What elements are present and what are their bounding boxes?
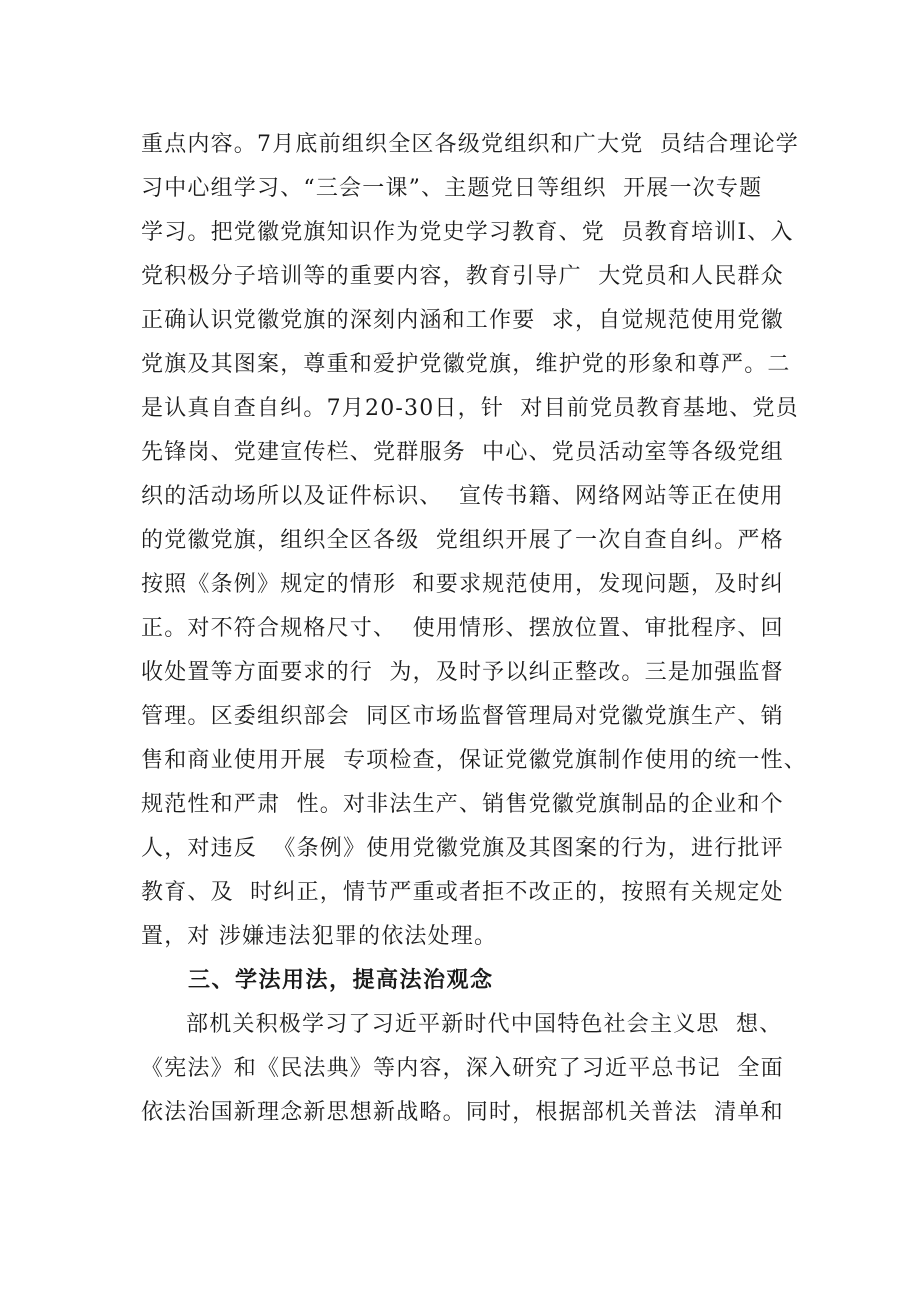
body-line: 的党徽党旗，组织全区各级 党组织开展了一次自查自纠。严格 [141, 528, 784, 553]
section-line: 依法治国新理念新思想新战略。同时，根据部机关普法 清单和 [141, 1100, 784, 1125]
body-line: 售和商业使用开展 专项检查，保证党徽党旗制作使用的统一性、 [141, 748, 807, 773]
body-line: 教育、及 时纠正，情节严重或者拒不改正的，按照有关规定处 [141, 880, 784, 905]
body-line: 习中心组学习、“三会一课”、主题党日等组织 开展一次专题 [141, 176, 763, 201]
body-line: 织的活动场所以及证件标识、 宣传书籍、网络网站等正在使用 [141, 484, 784, 509]
body-line: 重点内容。7月底前组织全区各级党组织和广大党 员结合理论学 [141, 132, 799, 157]
body-line: 党积极分子培训等的重要内容，教育引导广 大党员和人民群众 [141, 264, 784, 289]
body-line: 学习。把党徽党旗知识作为党史学习教育、党 员教育培训I、入 [141, 220, 794, 245]
body-line: 人，对违反 《条例》使用党徽党旗及其图案的行为，进行批评 [141, 836, 784, 861]
body-line: 是认真自查自纠。7月20-30日，针 对目前党员教育基地、党员 [141, 396, 799, 421]
body-line: 规范性和严肃 性。对非法生产、销售党徽党旗制品的企业和个 [141, 792, 784, 817]
section-line: 部机关积极学习了习近平新时代中国特色社会主义思 想、 [186, 1012, 783, 1037]
body-line: 按照《条例》规定的情形 和要求规范使用，发现问题，及时纠 [141, 572, 784, 597]
section-heading: 三、学法用法，提高法治观念 [188, 968, 494, 993]
body-line: 管理。区委组织部会 同区市场监督管理局对党徽党旗生产、销 [141, 704, 784, 729]
section-line: 《宪法》和《民法典》等内容，深入研究了习近平总书记 全面 [141, 1056, 784, 1081]
body-line: 置，对 涉嫌违法犯罪的依法处理。 [141, 924, 498, 949]
body-line: 先锋岗、党建宣传栏、党群服务 中心、党员活动室等各级党组 [141, 440, 784, 465]
body-line: 正确认识党徽党旗的深刻内涵和工作要 求，自觉规范使用党徽 [141, 308, 784, 333]
body-line: 正。对不符合规格尺寸、 使用情形、摆放位置、审批程序、回 [141, 616, 784, 641]
body-line: 收处置等方面要求的行 为，及时予以纠正整改。三是加强监督 [141, 660, 784, 685]
body-line: 党旗及其图案，尊重和爱护党徽党旗，维护党的形象和尊严。二 [141, 352, 791, 377]
